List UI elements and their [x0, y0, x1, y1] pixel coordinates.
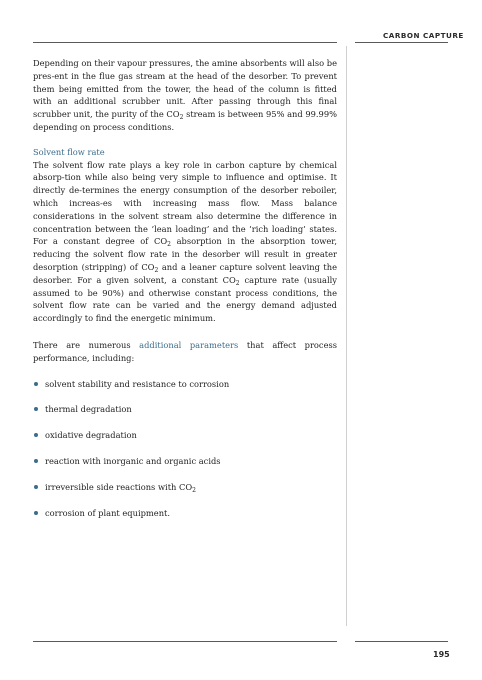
list-item: [33, 403, 337, 416]
list-item: [33, 507, 337, 520]
list-item: [33, 378, 337, 391]
page-number: 195: [433, 650, 450, 659]
solvent-text-1: The solvent flow rate plays a key role in carbon capture by chemical absorp-tion while also being very simple to influence and optimise. It directly de-termines the energy consumption of the desorber reboiler, which increas-es with increasing mass flow. Mass balance considerations in the solvent stream also determine the difference in concentration between the ’lean loading’ and the ’rich loading’ states. For a constant degree of CO: [33, 159, 337, 247]
list-item-text: oxidative degradation: [45, 430, 137, 441]
bullet-icon: [34, 433, 38, 437]
running-header: CARBON CAPTURE: [383, 31, 464, 40]
list-item-text: thermal degradation: [45, 404, 132, 415]
list-item: [33, 455, 337, 468]
list-item-text: irreversible side reactions with CO: [45, 481, 193, 492]
co2-subscript: 2: [179, 114, 184, 122]
additional-parameters-link[interactable]: additional parameters: [139, 339, 239, 350]
header-rule-right: [355, 42, 448, 43]
co2-subscript: 2: [154, 266, 159, 274]
co2-subscript: 2: [235, 279, 240, 287]
bullet-icon: [34, 511, 38, 515]
body-text-column: [33, 57, 337, 519]
parameters-paragraph: [33, 339, 337, 365]
solvent-paragraph: [33, 159, 337, 325]
intro-paragraph: [33, 57, 337, 134]
bullet-icon: [34, 382, 38, 386]
bullet-icon: [34, 407, 38, 411]
column-divider: [346, 46, 347, 626]
solvent-text-3: and a leaner capture solvent leaving the desorber. For a given solvent, a constant CO: [33, 261, 337, 285]
list-item: [33, 429, 337, 442]
footer-rule-left: [33, 641, 337, 642]
list-item-text: solvent stability and resistance to corrosion: [45, 378, 230, 389]
bullet-icon: [34, 485, 38, 489]
solvent-text-2: absorption in the absorption tower, reducing the solvent flow rate in the desorber will result in greater desorption (stripping) of CO: [33, 236, 337, 272]
co2-subscript: 2: [192, 486, 196, 494]
params-text-before: There are numerous: [33, 339, 140, 350]
intro-text-b: stream is between 95% and 99.99% depending on process conditions.: [33, 109, 337, 132]
list-item-text: corrosion of plant equipment.: [45, 507, 171, 518]
list-item: [33, 481, 337, 494]
params-text-after: that affect process performance, including:: [33, 339, 337, 363]
co2-subscript: 2: [167, 241, 171, 249]
list-item-text: reaction with inorganic and organic acids: [45, 455, 221, 466]
intro-text-a: Depending on their vapour pressures, the amine absorbents will also be pres-ent in the flue gas stream at the head of the desorber. To prevent them being emitted from the tower, the head of the column is fitted with an additional scrubber unit. After passing through this final scrubber unit, the purity of the CO: [33, 58, 337, 120]
bullet-icon: [34, 459, 38, 463]
header-rule-left: [33, 42, 337, 43]
solvent-text-4: capture rate (usually assumed to be 90%) and otherwise constant process conditions, the solvent flow rate can be varied and the energy demand adjusted accordingly to find the energetic minimum.: [33, 274, 337, 324]
footer-rule-right: [355, 641, 448, 642]
parameter-list: [33, 378, 337, 520]
section-heading-solvent-flow-rate: Solvent flow rate: [33, 146, 105, 157]
